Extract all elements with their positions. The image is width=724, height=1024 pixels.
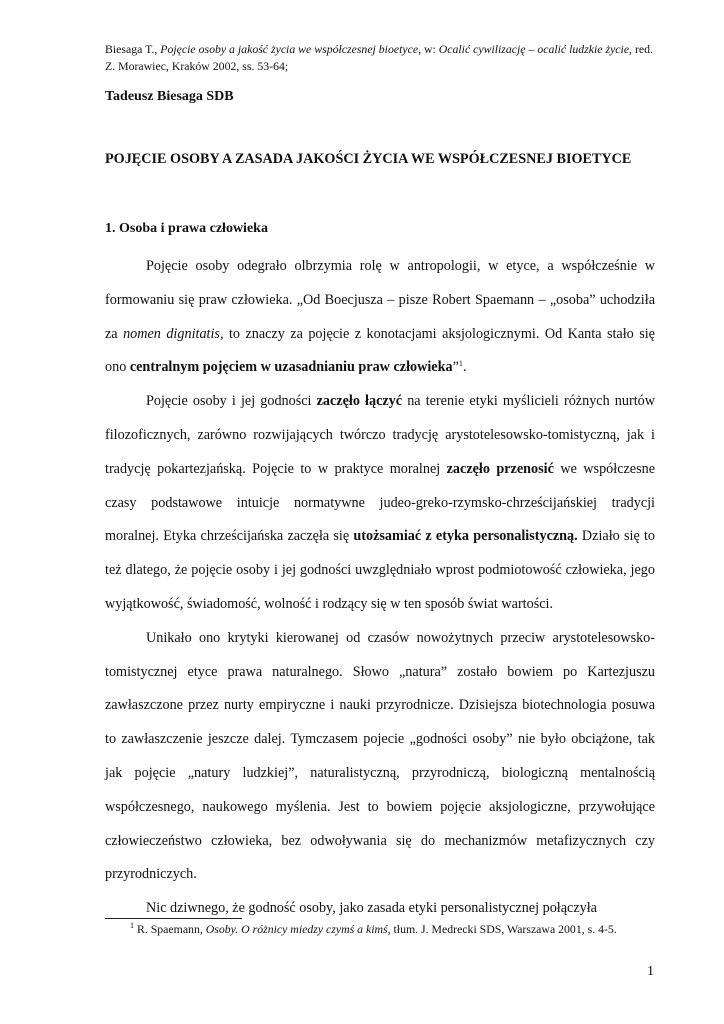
article-title: POJĘCIE OSOBY A ZASADA JAKOŚCI ŻYCIA WE WSPÓŁCZESNEJ BIOETYCE: [105, 151, 632, 167]
paragraph-text: .: [462, 359, 467, 376]
bold-phrase: zaczęło łączyć: [316, 393, 403, 410]
citation-book: Ocalić cywilizację – ocalić ludzkie życie,: [438, 42, 633, 56]
bold-phrase: centralnym pojęciem w uzasadnianiu praw człowieka: [129, 359, 453, 376]
paragraph-text: na terenie etyki myślicieli różnych nurtów filozoficznych, zarówno rozwijających twórczo tradycję arystotelesowsko-tomistyczną, jak i tradycję pokartezjańską. Pojęcie to w praktyce moralnej: [105, 393, 655, 477]
footnote-divider: [105, 918, 242, 919]
paragraph-1: [105, 250, 655, 385]
citation-header: [105, 41, 665, 75]
citation-publication: red. Z. Morawiec, Kraków 2002, ss. 53-64;: [105, 42, 653, 73]
paragraph-text: we współczesne czasy podstawowe intuicje normatywne judeo-greko-rzymsko-chrześcijańskiej tradycji moralnej. Etyka chrześcijańska zaczęła się: [105, 460, 656, 545]
footnote-number: 1: [130, 921, 134, 930]
italic-term: nomen dignitatis,: [123, 325, 224, 342]
footnote-book-title: Osoby. O różnicy miedzy czymś a kimś,: [205, 922, 391, 936]
paragraph-4: Nic dziwnego, że godność osoby, jako zasada etyki personalistycznej połączyła: [146, 900, 597, 917]
body-text: [105, 250, 655, 926]
footnote-text: R. Spaemann,: [134, 922, 206, 936]
paragraph-text: Działo się to też dlatego, że pojęcie osoby i jej godności uwzględniało wprost podmiotowość człowieka, jego wyjątkowość, świadomość, wolność i rodzący się w ten sposób świat wartości.: [105, 528, 655, 612]
paragraph-text: Pojęcie osoby odegrało olbrzymia rolę w antropologii, w etyce, a współcześnie w formowaniu się praw człowieka. „Od Boecjusza – pisze Robert Spaemann – „osoba” uchodziła za: [105, 258, 655, 342]
bold-phrase: utożsamiać z etyka personalistyczną.: [353, 528, 578, 545]
citation-title: Pojęcie osoby a jakość życia we współczesnej bioetyce,: [160, 42, 422, 56]
footnote-ref[interactable]: 1: [458, 359, 463, 369]
bold-phrase: zaczęło przenosić: [446, 460, 554, 477]
paragraph-text: Pojęcie osoby i jej godności: [146, 393, 317, 410]
footnote: [130, 922, 617, 937]
section-heading: 1. Osoba i prawa człowieka: [105, 221, 268, 236]
paragraph-3: Unikało ono krytyki kierowanej od czasów nowożytnych przeciw arystotelesowsko-tomistycznej etyce prawa naturalnego. Słowo „natura” zostało bowiem po Kartezjuszu zawłaszczone przez nurty empiryczne i nauki przyrodnicze. Dzisiejsza biotechnologia posuwa to zawłaszczenie jeszcze dalej. Tymczasem pojecie „godności osoby” nie było obciążone, tak jak pojęcie „natury ludzkiej”, naturalistyczną, przyrodniczą, biologiczną mentalnością współczesnego, naukowego myślenia. Jest to bowiem pojęcie aksjologiczne, przywołujące człowieczeństwo człowieka, bez odwoływania się do mechanizmów metafizycznych czy przyrodniczych.: [105, 629, 655, 883]
citation-author: Biesaga T.,: [105, 42, 161, 56]
page-number: 1: [647, 964, 654, 979]
paragraph-text: ”: [452, 359, 459, 376]
author-name: Tadeusz Biesaga SDB: [105, 89, 234, 104]
citation-in: w:: [421, 42, 439, 56]
footnote-text: tłum. J. Medrecki SDS, Warszawa 2001, s. 4-5.: [390, 922, 617, 936]
paragraph-text: to znaczy za pojęcie z konotacjami aksjologicznymi. Od Kanta stało się ono: [105, 325, 655, 376]
paragraph-2: [105, 385, 655, 622]
